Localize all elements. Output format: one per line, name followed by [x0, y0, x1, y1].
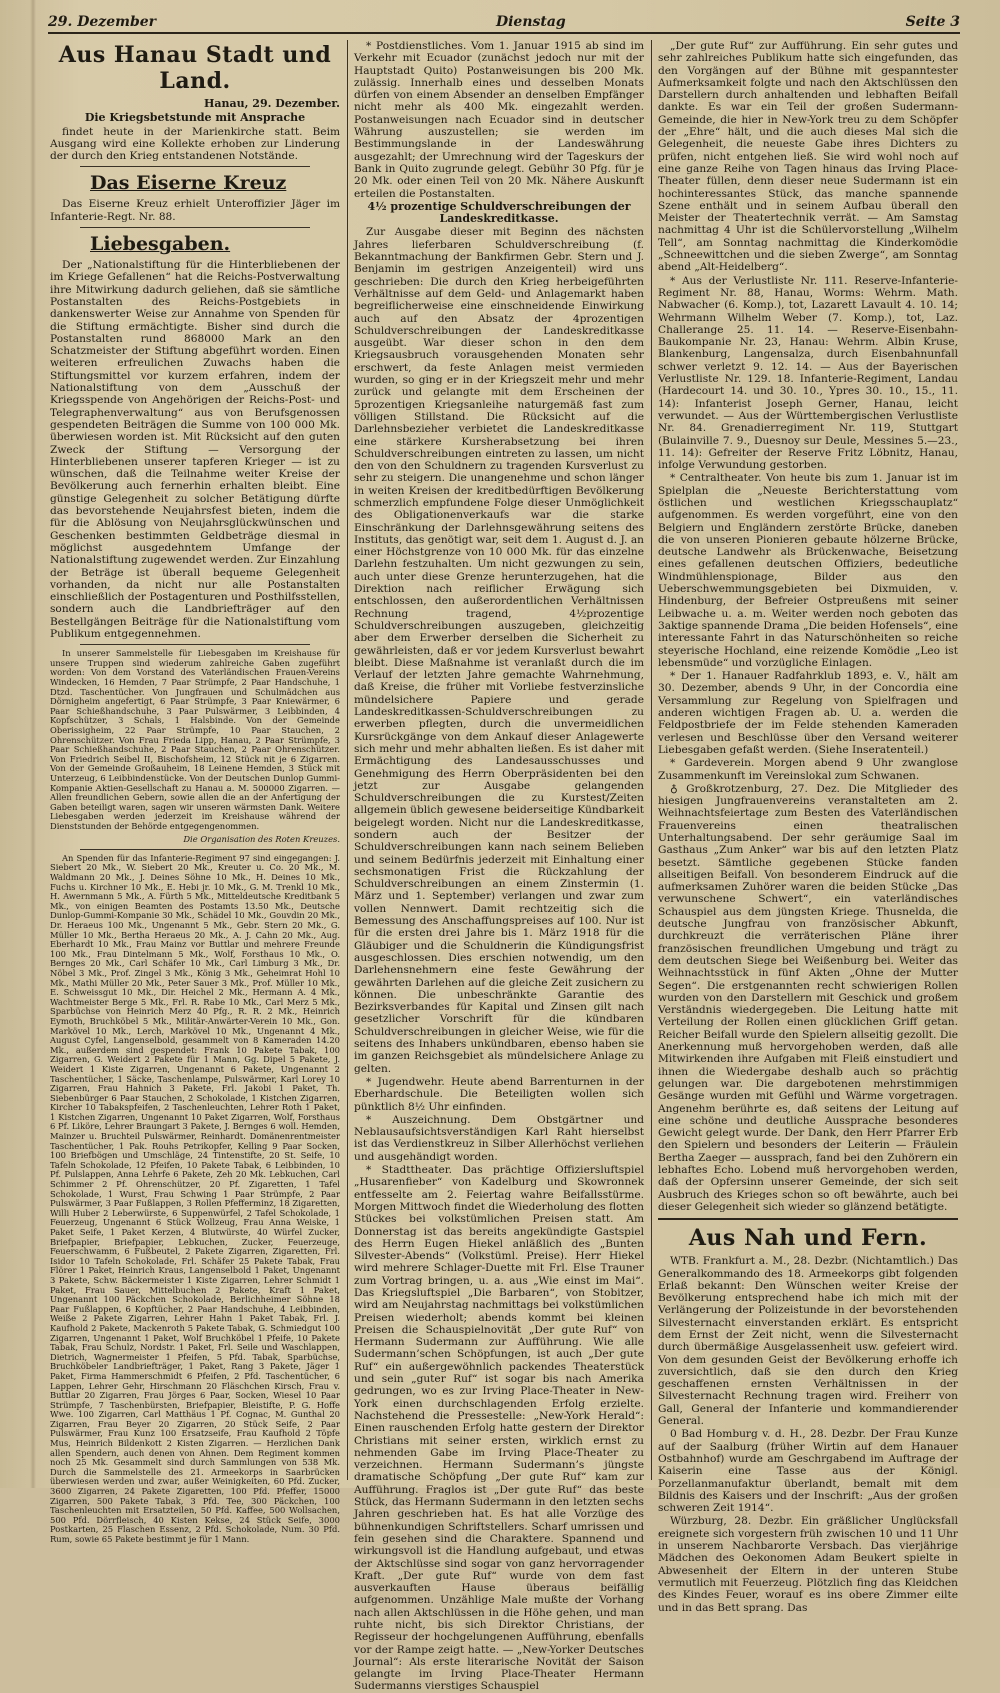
column-rule — [651, 40, 652, 1480]
article-liebesgaben-1: Der „Nationalstiftung für die Hinterbliebenen der im Kriege Gefallenen“ hat die Reichs-Postverwaltung ihre Mitwirkung dadurch geliehen, daß sie sämtliche Postanstalten des Reichs-Postgebiets in dankenswerter Weise zur Annahme von Spenden für die Stiftung ermächtigte. Bisher sind durch die Postanstalten rund 868000 Mark an den Schatzmeister der Stiftung abgeführt worden. Einen weiteren erfreulichen Zuwachs haben die Stiftungsmittel vor kurzem erfahren, indem der Nationalstiftung von dem „Ausschuß der Kriegsspende von Angehörigen der Reichs-Post- und Telegraphenverwaltung“ aus von Berufsgenossen gespendeten Beiträgen die Summe von 100 000 Mk. überwiesen worden ist. Mit Rücksicht auf den guten Zweck der Stiftung — Versorgung der Hinterbliebenen unserer tapferen Krieger — ist zu wünschen, daß die Teilnahme weiter Kreise der Bevölkerung auch fernerhin erhalten bleibt. Eine günstige Gelegenheit zu solcher Betätigung dürfte das bevorstehende Neujahrsfest bieten, indem die für die Ablösung von Neujahrsglückwünschen und Geschenken bestimmten Geldbeträge diesmal in möglichst ausgedehntem Umfange der Nationalstiftung zugewendet werden. Zur Einzahlung der Beträge ist überall bequeme Gelegenheit vorhanden, da nicht nur alle Postanstalten einschließlich der Postagenturen und Posthilfsstellen, sondern auch die Landbriefträger auf den Bestellgängen Beiträge für die Nationalstiftung vom Publikum entgegennehmen. — [50, 259, 340, 640]
column-right — [658, 40, 958, 1614]
paper-fold-shadow — [30, 0, 36, 1488]
header-page: Seite 3 — [905, 14, 960, 30]
article-centraltheater: * Centraltheater. Von heute bis zum 1. Januar ist im Spielplan die „Neueste Berichterstattung vom östlichen und westlichen Kriegsschauplatz“ aufgenommen. Es werden vorgeführt, eine von den Belgiern und Engländern zerstörte Brücke, daneben die von unseren Pionieren gebaute hölzerne Brücke, deutsche Landwehr als Brückenwache, Beisetzung eines gefallenen deutschen Offiziers, bedeutliche Windmühlenspionage, Bilder aus den Ueberschwemmungsgebieten bei Dixmuiden, v. Hindenburg, der Befreier Ostpreußens mit seiner Leibwache u. a. m. Weiter werden noch geboten das 3aktige spannende Drama „Die beiden Hofensels“, eine interessante Fahrt in das Naturschönheiten so reiche steyerische Hochland, eine reizende Komödie „Leo ist lebensmüde“ und vorzügliche Einlagen. — [658, 472, 958, 669]
section-title-nah-und-fern: Aus Nah und Fern. — [688, 1225, 928, 1252]
separator — [658, 1218, 958, 1220]
article-schuldverschreibungen: Zur Ausgabe dieser mit Beginn des nächsten Jahres lieferbaren Schuldverschreibung (f. Bekanntmachung der Bankfirmen Gebr. Stern und J. Benjamin im gestrigen Anzeigenteil) wird uns geschrieben: Die durch den Krieg herbeigeführten Verhältnisse auf dem Geld- und Anlagemarkt haben begreiflicherweise eine einschneidende Einwirkung auch auf den Absatz der 4prozentigen Schuldverschreibungen der Landeskreditkasse ausgeübt. War dieser schon in den dem Kriegsausbruch vorausgehenden Monaten sehr erschwert, da feste Anlagen meist vermieden wurden, so ging er in der Kriegszeit mehr und mehr zurück und gelangte mit dem Erscheinen der 5prozentigen Kriegsanleihe naturgemäß fast zum völligen Stillstand. Die Rücksicht auf die Darlehnsbezieher verbietet die Landeskreditkasse eine stärkere Kursherabsetzung bei ihren Schuldverschreibungen eintreten zu lassen, um nicht den von den Schuldnern zu tragenden Kursverlust zu sehr zu steigern. Die unangenehme und schon länger in weiten Kreisen der kreditbedürftigen Bevölkerung schmerzlich empfundene Folge dieser Unmöglichkeit des Obligationenverkaufs war die starke Einschränkung der Darlehnsgewährung seitens des Instituts, das genötigt war, seit dem 1. August d. J. an einer Höchstgrenze von 10 000 Mk. für das einzelne Darlehn festzuhalten. Um nicht gezwungen zu sein, auch unter diese Grenze herunterzugehen, hat die Direktion nach reiflicher Erwägung sich entschlossen, den außerordentlichen Verhältnissen Rechnung tragend, 4½prozentige Schuldverschreibungen auszugeben, gleichzeitig aber dem Erwerber derselben die Sicherheit zu gewährleisten, daß er vor jedem Kursverlust bewahrt bleibt. Diese Maßnahme ist veranlaßt durch die im Verlauf der letzten Jahre gemachte Wahrnehmung, daß Kreise, die früher mit Vorliebe festverzinsliche mündelsichere Papiere und gerade Landeskreditkassen-Schuldverschreibungen zu erwerben pflegten, durch die unvermeidlichen Kursrückgänge von dem Ankauf dieser Anlagewerte sich mehr und mehr abhalten ließen. Es ist daher mit Ermächtigung des Landesausschusses und Genehmigung des Herrn Oberpräsidenten bei den jetzt zur Ausgabe gelangenden Schuldverschreibungen die zu Kurstest/Zeiten allgemein üblich gewesene beiderseitige Kündbarkeit beigelegt worden. Nicht nur die Landeskreditkasse, sondern auch der Besitzer der Schuldverschreibungen kann nach seinem Belieben und seinem Bedürfnis jederzeit mit Einhaltung einer sechsmonatigen Frist die Rückzahlung der Schuldverschreibungen an einem Zinstermin (1. März und 1. September) verlangen und zwar zum vollen Nennwert. Damit rechtzeitig sich die Bemessung des Anschaffungspreises auf 100. Nur ist für die ersten drei Jahre bis 1. März 1918 für die Gläubiger und die Schuldnerin die Kündigungsfrist ausgeschlossen. Dies erschien notwendig, um den Darlehensnehmern eine feste Gewährung der gewährten Darlehen auf die gleiche Zeit zusichern zu können. Die unbeschränkte Garantie des Bezirksverbandes für Kapital und Zinsen gilt nach gesetzlicher Vorschrift für die kündbaren Schuldverschreibungen in gleicher Weise, wie für die seitens des Inhabers unkündbaren, ebenso haben sie im ganzen Reichsgebiet als mündelsichere Anlage zu gelten. — [354, 226, 644, 1075]
separator — [80, 644, 310, 645]
article-radfahrklub: * Der 1. Hanauer Radfahrklub 1893, e. V., hält am 30. Dezember, abends 9 Uhr, in der Concordia eine Versammlung zur Regelung von Spielfragen und anderen wichtigen Fragen ab. U. a. werden die Feldpostbriefe der im Felde stehenden Kameraden verlesen und Beschlüsse über den Versand weiterer Liebesgaben gefaßt werden. (Siehe Inseratenteil.) — [658, 670, 958, 756]
article-verlustliste: * Aus der Verlustliste Nr. 111. Reserve-Infanterie-Regiment Nr. 88, Hanau, Worms: Wehrm. Math. Nabwacher (6. Komp.), tot, Lazarett Lavault 4. 10. 14; Wehrmann Wilhelm Weber (7. Komp.), tot, Laz. Challerange 25. 11. 14. — Reserve-Eisenbahn-Baukompanie Nr. 23, Hanau: Wehrm. Albin Kruse, Blankenburg, Langensalza, durch Eisenbahnunfall schwer verletzt 9. 12. 14. — Aus der Bayerischen Verlustliste Nr. 129. 18. Infanterie-Regiment, Landau (Hardecourt 14. und 30. 10., Ypres 30. 10., 15., 11. 14): Infanterist Joseph Gerner, Hanau, leicht verwundet. — Aus der Württembergischen Verlustliste Nr. 84. Grenadierregiment Nr. 119, Stuttgart (Bulainville 7. 9., Duesnoy sur Deule, Messines 5.—23., 11. 14): Gefreiter der Reserve Fritz Löbnitz, Hanau, infolge Verwundung gestorben. — [658, 274, 958, 472]
article-head-schuldverschreibungen: 4½ prozentige Schuldverschreibungen der Landeskreditkasse. — [367, 199, 631, 226]
section-title-local: Aus Hanau Stadt und Land. — [58, 42, 332, 94]
article-stadttheater: * Stadttheater. Das prächtige Offiziersluftspiel „Husarenfieber“ von Kadelburg und Skowronnek entfesselte am 2. Feiertag wahre Beifallsstürme. Morgen Mittwoch findet die Wiederholung des flotten Stückes bei volkstümlichen Preisen statt. Am Donnerstag ist das bereits angekündigte Gastspiel des Herrn Eugen Hiekel anläßlich des „Bunten Silvester-Abends“ (Volkstüml. Preise). Herr Hiekel wird mehrere Schlager-Duette mit Frl. Else Trauner zum Vortrag bringen, u. a. aus „Wie einst im Mai“. Das Kriegsluftspiel „Die Barbaren“, von Stobitzer, wird am Neujahrstag nachmittags bei volkstümlichen Preisen wiederholt; abends kommt bei kleinen Preisen die Schauspielnovität „Der gute Ruf“ von Hermann Sudermann zur Aufführung. Wie alle Sudermann’schen Schöpfungen, ist auch „Der gute Ruf“ ein außergewöhnlich packendes Theaterstück und sein „guter Ruf“ ist sogar bis nach Amerika gedrungen, wo es zur Irving Place-Theater in New-York einen durchschlagenden Erfolg erzielte. Nachstehend die Pressestelle: „New-York Herald“: Einen rauschenden Erfolg hatte gestern der Direktor Christians mit seiner ersten, wirklich ernst zu nehmenden Gabe im Irving Place-Theater zu verzeichnen. Hermann Sudermann’s jüngste dramatische Schöpfung „Der gute Ruf“ kam zur Aufführung. Fraglos ist „Der gute Ruf“ das beste Stück, das Hermann Sudermann in den letzten sechs Jahren geschrieben hat. Es hat alle Vorzüge des bühnenkundigen Schriftstellers. Scharf umrissen und fein gesehen sind die Charaktere. Spannend und wirkungsvoll ist die Handlung aufgebaut, und etwas der Aktschlüsse sind sogar von ganz hervorragender Kraft. „Der gute Ruf“ wurde von dem fast ausverkauften Hause überaus beifällig aufgenommen. Unzählige Male mußte der Vorhang nach allen Aktschlüssen in die Höhe gehen, und man ruhte nicht, bis sich Direktor Christians, der Regisseur der hochgelungenen Aufführung, ebenfalls vor der Rampe zeigt hatte. — „New-Yorker Deutsches Journal“: Als erste literarische Novität der Saison gelangte im Irving Place-Theater Hermann Sudermanns vierstiges Schauspiel — [354, 1164, 644, 1693]
article-spenden-list: An Spenden für das Infanterie-Regiment 97 sind eingegangen: J. Siebert 20 Mk., W. Siebert 20 Mk., Kreuter u. Co. 20 Mk., M. Waldmann 20 Mk., J. Deines Söhne 10 Mk., H. Deines 10 Mk., Fuchs u. Kirchner 10 Mk., E. Hebi jr. 10 Mk., G. M. Trenkl 10 Mk., H. Awernmann 5 Mk., A. Fürth 5 Mk., Mitteldeutsche Kreditbank 5 Mk., von einigen Beamten des Postamts 13.50 Mk., Deutsche Dunlop-Gummi-Kompanie 30 Mk., Schädel 10 Mk., Gouvdin 20 Mk., Dr. Heraeus 100 Mk., Ungenannt 5 Mk., Gebr. Stern 20 Mk., G. Müller 10 Mk., Bertha Heraeus 20 Mk., A. J. Cahn 20 Mk., Aug. Eberhardt 10 Mk., Frau Mainz vor Buttlar und mehrere Freunde 100 Mk., Frau Dintelmann 5 Mk., Wolf, Forsthaus 10 Mk., O. Bernges 20 Mk., Carl Schäfer 10 Mk., Carl Limburg 3 Mk., Dr. Nöbel 3 Mk., Prof. Zingel 3 Mk., König 3 Mk., Geheimrat Hohl 10 Mk., Mathi Müller 20 Mk., Peter Sauer 3 Mk., Prof. Müller 10 Mk., E. Schweissgut 10 Mk., Dir. Heichel 2 Mk., Hermann A. 4 Mk., Wachtmeister Berge 5 Mk., Frl. R. Rabe 10 Mk., Carl Merz 5 Mk., Sparbüchse von Heinrich Merz 40 Pfg., R. R. 2 Mk., Heinrich Eymoth, Bruchköbel 5 Mk., Militär-Anwärter-Verein 10 Mk., Gon. Markövel 10 Mk., Lerch, Markövel 10 Mk., Ungenannt 4 Mk., August Cyfel, Langenselbold, gesammelt von 8 Kameraden 14.20 Mk., außerdem sind gespendet: Frank 10 Pakete Tabak, 100 Zigarren, G. Weidert 2 Pakete für 1 Mann, Gg. Dipel 5 Pakete, J. Weidert 1 Kiste Zigarren, Ungenannt 6 Pakete, Ungenannt 2 Taschentücher, 1 Säcke, Taschenlampe, Pulswärmer, Karl Lorey 10 Zigarren, Frau Hahnich 3 Pakete, Frl. Jakobi 1 Paket, Th. Siebenbürger 6 Paar Stauchen, 2 Schokolade, 1 Kistchen Zigarren, Kircher 10 Tabakspfeifen, 2 Taschenleuchten, Lehrer Roth 1 Paket, 1 Kistchen Zigarren, Ungenannt 10 Paket Zigarren, Wolf, Forsthaus 6 Pf. Liköre, Lehrer Braungart 3 Pakete, J. Bernges 6 woll. Hemden, Mainzer u. Bruchteil Pulswärmer, Reinhardt. Domänenrentmeister Taschentücher, 1 Pak. Rouhs Petrikopfer, Kelling 9 Paar Socken, 100 Briefbögen und Umschläge, 24 Tintenstifte, 20 St. Seife, 10 Tafeln Schokolade, 12 Pfeifen, 10 Pakete Tabak, 6 Leibbinden, 10 Pf. Pulslappen, Anna Lehrfe 6 Pakete, Zeh 20 Mk. Lebkuchen, Carl Schimmer 2 Pf. Ohrenschützer, 20 Pf. Zigaretten, 1 Tafel Schokolade, 1 Wurst, Frau Schwing 1 Paar Strümpfe, 2 Paar Pulswärmer, 3 Paar Fußlappen, 3 Rollen Pfefferminz, 18 Zigaretten, Willi Huber 2 Leberwürste, 6 Suppenwürfel, 2 Tafel Schokolade, 1 Feuerzeug, Ungenannt 6 Stück Wollzeug, Frau Anna Weiske, 1 Paket Seife, 1 Paket Kerzen, 4 Blutwürste, 40 Würfel Zucker, Briefpapier, Briefpapier, Lebkuchen, Zucker, Feuerzeuge, Feuerschwamm, 6 Fußbeutel, 2 Pakete Zigarren, Zigaretten, Frl. Isidor 10 Tafeln Schokolade, Frl. Schäfer 25 Pakete Tabak, Frau Flörer 1 Paket, Heinrich Kraus, Langenselbold 1 Paket, Ungenannt 3 Pakete, Schw. Bäckermeister 1 Kiste Zigarren, Lehrer Schmidt 1 Paket, Frau Sauer, Mittelbuchen 2 Pakete, Kraft 1 Paket, Ungenannt 100 Päckchen Schokolade, Berlichheimer Söhne 18 Paar Fußlappen, 6 Kopftücher, 2 Paar Handschuhe, 4 Leibbinden, Weiße 2 Pakete Zigarren, Lehrer Hahn 1 Paket Tabak, Frl. J. Kaufhold 2 Pakete, Mackenroth 5 Pakete Tabak, G. Schmiedgut 100 Zigarren, Ungenannt 1 Paket, Wolf Bruchköbel 1 Pfeife, 10 Pakete Tabak, Frau Schulz, Nordstr. 1 Paket, Frl. Seile und Waschlappen, Dietrich, Wagnermeister 1 Pfeifen, 5 Pfd. Tabak, Sparbüchse, Bruchköbeler Landbriefträger, 1 Paket, Rang 3 Pakete, Jäger 1 Paket, Firma Hammerschmidt 6 Pfeifen, 2 Pfd. Taschentücher, 6 Lappen, Lehrer Gehr, Hirschmann 20 Fläschchen Kirsch, Frau v. Buttlar 20 Zigarren, Frau Jörges 6 Paar, Socken, Wiesel 10 Paar Strümpfe, 7 Taschenbürsten, Briefpapier, Bleistifte, P. G. Hoffe Wwe. 100 Zigarren, Carl Matthäus 1 Pf. Cognac, M. Gunthal 20 Zigarren, Frau Beyer 20 Zigarren, 20 Stück Seife, 2 Paar Pulswärmer, Frau Kunz 100 Ersatzseife, Frau Kaufhold 2 Töpfe Mus, Heinrich Bildenkott 2 Kisten Zigarren. — Herzlichen Dank allen Spendern, auch denen von Ahnen. Dem Regiment kommen noch 25 Mk. Gesammelt sind durch Sammlungen von 538 Mk. Durch die Sammelstelle des 21. Armeekorps in Saarbrücken überwiesen werden und zwar, außer Weinigkeiten, 60 Pfd. Zucker, 3600 Zigarren, 24 Pakete Zigaretten, 100 Pfd. Pfeffer, 15000 Zigarren, 500 Pakete Tabak, 3 Pfd. Tee, 300 Päckchen, 100 Taschenleuchten mit Ersatzteilen, 50 Pfd. Kaffee, 500 Wollsachen, 500 Pfd. Dörrfleisch, 40 Kisten Kekse, 24 Stück Seife, 3000 Postkarten, 25 Flaschen Essenz, 2 Pfd. Schokolade, Num. 30 Pfd. Rum, sowie 65 Pakete bestimmt je für 1 Mann. — [50, 852, 340, 1545]
column-middle — [354, 40, 644, 1693]
article-postdienstliches: * Postdienstliches. Vom 1. Januar 1915 ab sind im Verkehr mit Ecuador (zunächst jedoch nur mit der Hauptstadt Quito) Postanweisungen bis 200 Mk. zulässig. Innerhalb eines und desselben Monats dürfen von einem Absender an denselben Empfänger nicht mehr als 400 Mk. eingezahlt werden. Postanweisungen nach Ecuador sind in deutscher Währung auszustellen; sie werden im Bestimmungslande in der Landeswährung ausgezahlt; der Umrechnung wird der Tageskurs der Bank in Quito zugrunde gelegt. Gebühr 30 Pfg. für je 20 Mk. oder einen Teil von 20 Mk. Nähere Auskunft erteilen die Postanstalten. — [354, 40, 644, 200]
article-wuerzburg: Würzburg, 28. Dezbr. Ein gräßlicher Unglücksfall ereignete sich vorgestern früh zwischen 10 und 11 Uhr in unserem Nachbarorte Versbach. Das vierjährige Mädchen des Oekonomen Adam Beukert spielte in Abwesenheit der Eltern in der unteren Stube vermutlich mit Feuerzeug. Plötzlich fing das Kleidchen des Kindes Feuer, worauf es ins obere Zimmer eilte und in das Bett sprang. Das — [658, 1515, 958, 1614]
article-grosskrotzenburg: ♁ Großkrotzenburg, 27. Dez. Die Mitglieder des hiesigen Jungfrauenvereins veranstalteten am 2. Weihnachtsfeiertage zum Besten des Vaterländischen Frauenvereins einen theatralischen Unterhaltungsabend. Der sehr geräumige Saal im Gasthaus „Zum Anker“ war bis auf den letzten Platz besetzt. Sämtliche gegebenen Stücke fanden allseitigen Beifall. Von besonderem Eindruck auf die aufmerksamen Zuhörer waren die beiden Stücke „Das verwunschene Schwert“, ein vaterländisches Schauspiel aus dem jüngsten Kriege. Thusnelda, die deutsche Jungfrau von französischer Abkunft, durchkreuzt die verräterischen Pläne ihrer französischen freundlichen Umgebung und trägt zu dem deutschen Siege bei Weißenburg bei. Weiter das Weihnachtsstück in fünf Akten „Ohne der Mutter Segen“. Die erstgenannten recht schwierigen Rollen wurden von den Darstellern mit Geschick und großem Verständnis wiedergegeben. Die Leitung hatte mit Verteilung der Rollen einen glücklichen Griff getan. Reicher Beifall wurde den Spielern allseitig gezollt. Die Anerkennung muß hervorgehoben werden, daß alle Mitwirkenden ihre Aufgaben mit Fleiß einstudiert und ihnen die Wiedergabe deshalb auch so prächtig gelungen war. Die dargebotenen mehrstimmigen Gesänge wurden mit Gefühl und Wärme vorgetragen. Angenehm berührte es, daß seitens der Leitung auf eine schöne und deutliche Aussprache besonderes Gewicht gelegt wurde. Der Dank, den Herr Pfarrer Erb den Spielern und besonders der Leiterin — Fräulein Bertha Zaeger — aussprach, fand bei den Zuhörern ein lebhaftes Echo. Lobend muß hervorgehoben werden, daß der Opfersinn unserer Gemeinde, der sich seit Ausbruch des Krieges schon so oft bewährte, auch bei dieser Gelegenheit sich wieder so glänzend betätigte. — [658, 782, 958, 1213]
article-kriegsbetstunde: findet heute in der Marienkirche statt. Beim Ausgang wird eine Kollekte erhoben zur Linderung der durch den Krieg entstandenen Notstände. — [50, 125, 340, 163]
article-eisernes-kreuz: Das Eiserne Kreuz erhielt Unteroffizier Jäger im Infanterie-Regt. Nr. 88. — [50, 198, 340, 223]
separator — [80, 227, 310, 228]
page-header — [48, 8, 960, 34]
article-bad-homburg: 0 Bad Homburg v. d. H., 28. Dezbr. Der Frau Kunze auf der Saalburg (früher Wirtin auf dem Hanauer Ostbahnhof) wurde am Geschrgabend im Auftrage der Kaiserin eine Tasse aus der Königl. Porzellanmanufaktur überlandt, bemalt mit dem Bildnis des Kaisers und der Inschrift: „Aus der großen schweren Zeit 1914“. — [658, 1428, 958, 1515]
separator — [80, 849, 310, 850]
article-jugendwehr: * Jugendwehr. Heute abend Barrenturnen in der Eberhardschule. Die Beteiligten wollen sich pünktlich 8½ Uhr einfinden. — [354, 1075, 644, 1113]
article-wtb-frankfurt: WTB. Frankfurt a. M., 28. Dezbr. (Nichtamtlich.) Das Generalkommando des 18. Armeekorps gibt folgenden Erlaß bekannt: Den Wünschen weiter Kreise der Bevölkerung entsprechend habe ich mich mit der Verlängerung der Polizeistunde in der bevorstehenden Silvesternacht einverstanden erklärt. Es entspricht dem Ernst der Zeit nicht, wenn die Silvesternacht durch übermäßige Ausgelassenheit usw. gefeiert wird. Von dem gesunden Geist der Bevölkerung erhoffe ich zuversichtlich, daß sie den durch den Krieg geschaffenen ernsten Verhältnissen in der Silvesternacht Rechnung tragen wird. Freiherr von Gall, General der Infanterie und kommandierender General. — [658, 1255, 958, 1428]
article-title-eisernes-kreuz: Das Eiserne Kreuz — [90, 172, 287, 195]
article-head-kriegsbetstunde: Die Kriegsbetstunde mit Ansprache — [84, 111, 306, 125]
header-day: Dienstag — [495, 14, 566, 30]
column-rule — [347, 40, 348, 1480]
article-signature: Die Organisation des Roten Kreuzes. — [183, 833, 340, 844]
article-liebesgaben-2: In unserer Sammelstelle für Liebesgaben im Kreishause für unsere Truppen sind wiederum zahlreiche Gaben zugeführt worden: Von dem Vorstand des Vaterländischen Frauen-Vereins Windecken, 16 Hemden, 7 Paar Strümpfe, 2 Paar Handschuhe, 1 Dtzd. Taschentücher. Von Jungfrauen und Schulmädchen aus Dörnigheim angefertigt, 6 Paar Strümpfe, 3 Paar Kniewärmer, 6 Paar Schießhandschuhe, 3 Paar Pulswärmer, 3 Leibbinden, 4 Kopfschützer, 3 Schals, 1 Halsbinde. Von der Gemeinde Oberissigheim, 22 Paar Strümpfe, 10 Paar Stauchen, 2 Ohrenschützer. Von Frau Frieda Lipp, Hanau, 2 Paar Strümpfe, 3 Paar Schießhandschuhe, 2 Paar Stauchen, 2 Paar Ohrenschützer. Von Friedrich Seibel II, Bischofsheim, 12 Stück nit je 6 Zigarren. Von der Gemeinde Großauheim, 18 Leinene Hemden, 3 Stück mit Unterzeug, 6 Leibbindenstücke. Von der Deutschen Dunlop Gummi-Kompanie Aktien-Gesellschaft zu Hanau a. M. 500000 Zigarren. — Allen freundlichen Gebern, sowie allen die an der Anfertigung der Gaben beteiligt waren, sagen wir unseren wärmsten Dank. Weitere Liebesgaben werden jederzeit im Kreishause während der Dienststunden der Behörde entgegengenommen. — [50, 648, 340, 831]
dateline: Hanau, 29. Dezember. — [204, 97, 340, 110]
article-auszeichnung: * Auszeichnung. Dem Obstgärtner und Neblausaufsichtsverständigen Karl Raht hierselbst ist das Verdienstkreuz in Silber Allerhöchst verliehen und ausgehändigt worden. — [354, 1113, 644, 1163]
article-title-liebesgaben: Liebesgaben. — [90, 233, 231, 256]
article-der-gute-ruf: „Der gute Ruf“ zur Aufführung. Ein sehr gutes und sehr zahlreiches Publikum hatte sich eingefunden, das den Vorgängen auf der Bühne mit gespanntester Aufmerksamkeit folgte und nach den Aktschlüssen den Darstellern durch anhaltenden und lebhaften Beifall dankte. Es war ein Teil der großen Sudermann-Gemeinde, die hier in New-York treu zu dem Schöpfer der „Ehre“ hält, und die auch dieses Mal sich die Gelegenheit, die neueste Gabe ihres Dichters zu prüfen, nicht entgehen ließ. Sie wird wohl noch auf eine ganze Reihe von Tagen hinaus das Irving Place-Theater füllen, denn dieser neue Sudermann ist ein hochinteressantes Stück, das manche spannende Szene enthält und in seinem Aufbau überall den Meister der Theatertechnik verrät. — Am Samstag nachmittag 4 Uhr ist die Schülervorstellung „Wilhelm Tell“, am Sonntag nachmittag die Kinderkomödie „Schneewittchen und die sieben Zwerge“, am Sonntag abend „Alt-Heidelberg“. — [658, 40, 958, 274]
header-date: 29. Dezember — [48, 14, 157, 30]
separator — [80, 166, 310, 167]
column-left — [50, 40, 340, 1545]
article-gardeverein: * Gardeverein. Morgen abend 9 Uhr zwanglose Zusammenkunft im Vereinslokal zum Schwanen. — [658, 757, 958, 782]
